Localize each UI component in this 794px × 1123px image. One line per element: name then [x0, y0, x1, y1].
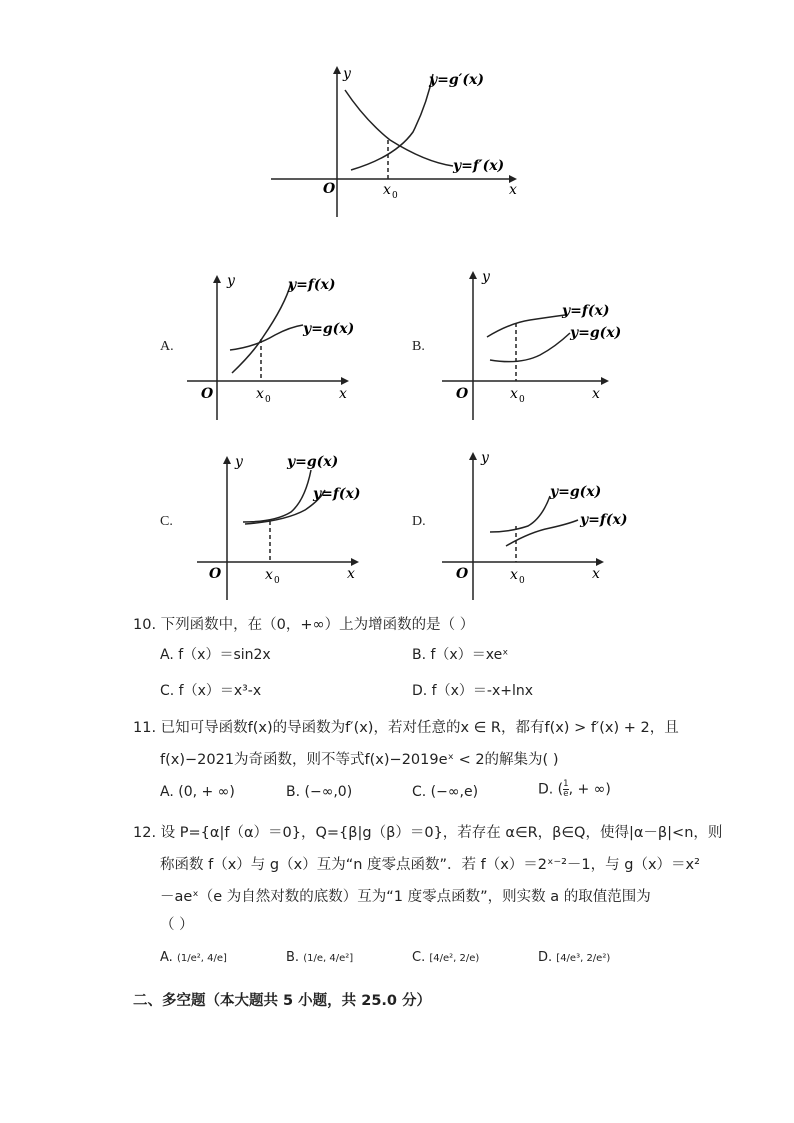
q11-d-fraction: $\frac{1}{e}$ [563, 779, 569, 799]
fig-option-d-label: D. [412, 514, 426, 529]
x0-subscript: 0 [392, 191, 398, 201]
q12-option-d: D. [4/e³, 2/e²) [538, 950, 611, 965]
origin-label: O [456, 566, 469, 582]
q12-stem-line2: 称函数 f（x）与 g（x）互为“n 度零点函数”．若 f（x）＝2ˣ⁻²－1，与 g（x）＝x² [160, 857, 700, 873]
q10-stem: 10. 下列函数中，在（0，+∞）上为增函数的是（ ） [133, 617, 475, 633]
curve-g-label: y=g(x) [570, 325, 622, 341]
y-axis-label: y [481, 450, 489, 466]
x0-label: x [510, 386, 518, 402]
curve-g-label: y=g(x) [303, 321, 355, 337]
curve-g-prime-label: y=g′(x) [429, 72, 484, 88]
y-axis-label: y [482, 269, 490, 285]
q11-option-a: A. (0, + ∞) [160, 784, 235, 800]
curve-f-label: y=f(x) [288, 277, 336, 293]
x0-subscript: 0 [274, 576, 280, 586]
q11-option-b: B. (−∞,0) [286, 784, 353, 800]
origin-label: O [201, 386, 214, 402]
origin-label: O [209, 566, 222, 582]
q10-option-b: B. f（x）＝xeˣ [412, 647, 509, 663]
fig-option-c-label: C. [160, 514, 173, 529]
y-axis-label: y [235, 454, 243, 470]
x0-subscript: 0 [519, 576, 525, 586]
q12-stem-line1: 12. 设 P={α|f（α）＝0}，Q={β|g（β）＝0}，若存在 α∈R，β∈Q，使得|α－β|<n，则 [133, 825, 723, 841]
graph-option-d [440, 448, 635, 604]
graph-option-b [440, 265, 630, 425]
x0-subscript: 0 [265, 395, 271, 405]
origin-label: O [456, 386, 469, 402]
graph-option-a [185, 265, 360, 425]
fig-option-b-label: B. [412, 339, 425, 354]
x-axis-label: x [592, 386, 600, 402]
x-axis-label: x [509, 182, 517, 198]
x0-label: x [265, 567, 273, 583]
derivative-graph [265, 62, 525, 220]
x-axis-label: x [592, 566, 600, 582]
curve-f-label: y=f(x) [313, 486, 361, 502]
curve-f-prime-label: y=f′(x) [453, 158, 505, 174]
q12-option-b: B. (1/e, 4/e²] [286, 950, 354, 965]
curve-g-label: y=g(x) [550, 484, 602, 500]
q12-option-c: C. [4/e², 2/e) [412, 950, 480, 965]
q12-stem-line3: －aeˣ（e 为自然对数的底数）互为“1 度零点函数”，则实数 a 的取值范围为 [160, 889, 651, 905]
q10-option-c: C. f（x）＝x³-x [160, 683, 262, 699]
fig-option-a-label: A. [160, 339, 174, 354]
y-axis-label: y [227, 273, 235, 289]
origin-label: O [323, 181, 336, 197]
q11-option-c: C. (−∞,e) [412, 784, 479, 800]
curve-f-label: y=f(x) [580, 512, 628, 528]
q12-stem-line4: （ ） [160, 917, 194, 933]
q10-option-d: D. f（x）＝-x+lnx [412, 683, 534, 699]
curve-f-label: y=f(x) [562, 303, 610, 319]
x0-label: x [256, 386, 264, 402]
q11-stem-line2: f(x)−2021为奇函数，则不等式f(x)−2019eˣ < 2的解集为( ) [160, 752, 559, 768]
q12-option-a: A. (1/e², 4/e] [160, 950, 227, 965]
graph-option-c [195, 448, 370, 604]
q11-option-d: D. ( $\frac{1}{e}$ , + ∞) [538, 779, 611, 799]
q10-option-a: A. f（x）＝sin2x [160, 647, 271, 663]
x-axis-label: x [339, 386, 347, 402]
x0-subscript: 0 [519, 395, 525, 405]
x-axis-label: x [347, 566, 355, 582]
x0-label: x [383, 182, 391, 198]
curve-g-label: y=g(x) [287, 454, 339, 470]
section-2-heading: 二、多空题（本大题共 5 小题，共 25.0 分） [133, 993, 432, 1009]
q11-stem-line1: 11. 已知可导函数f(x)的导函数为f′(x)，若对任意的x ∈ R，都有f(x) > f′(x) + 2，且 [133, 720, 679, 736]
x0-label: x [510, 567, 518, 583]
y-axis-label: y [343, 66, 351, 82]
